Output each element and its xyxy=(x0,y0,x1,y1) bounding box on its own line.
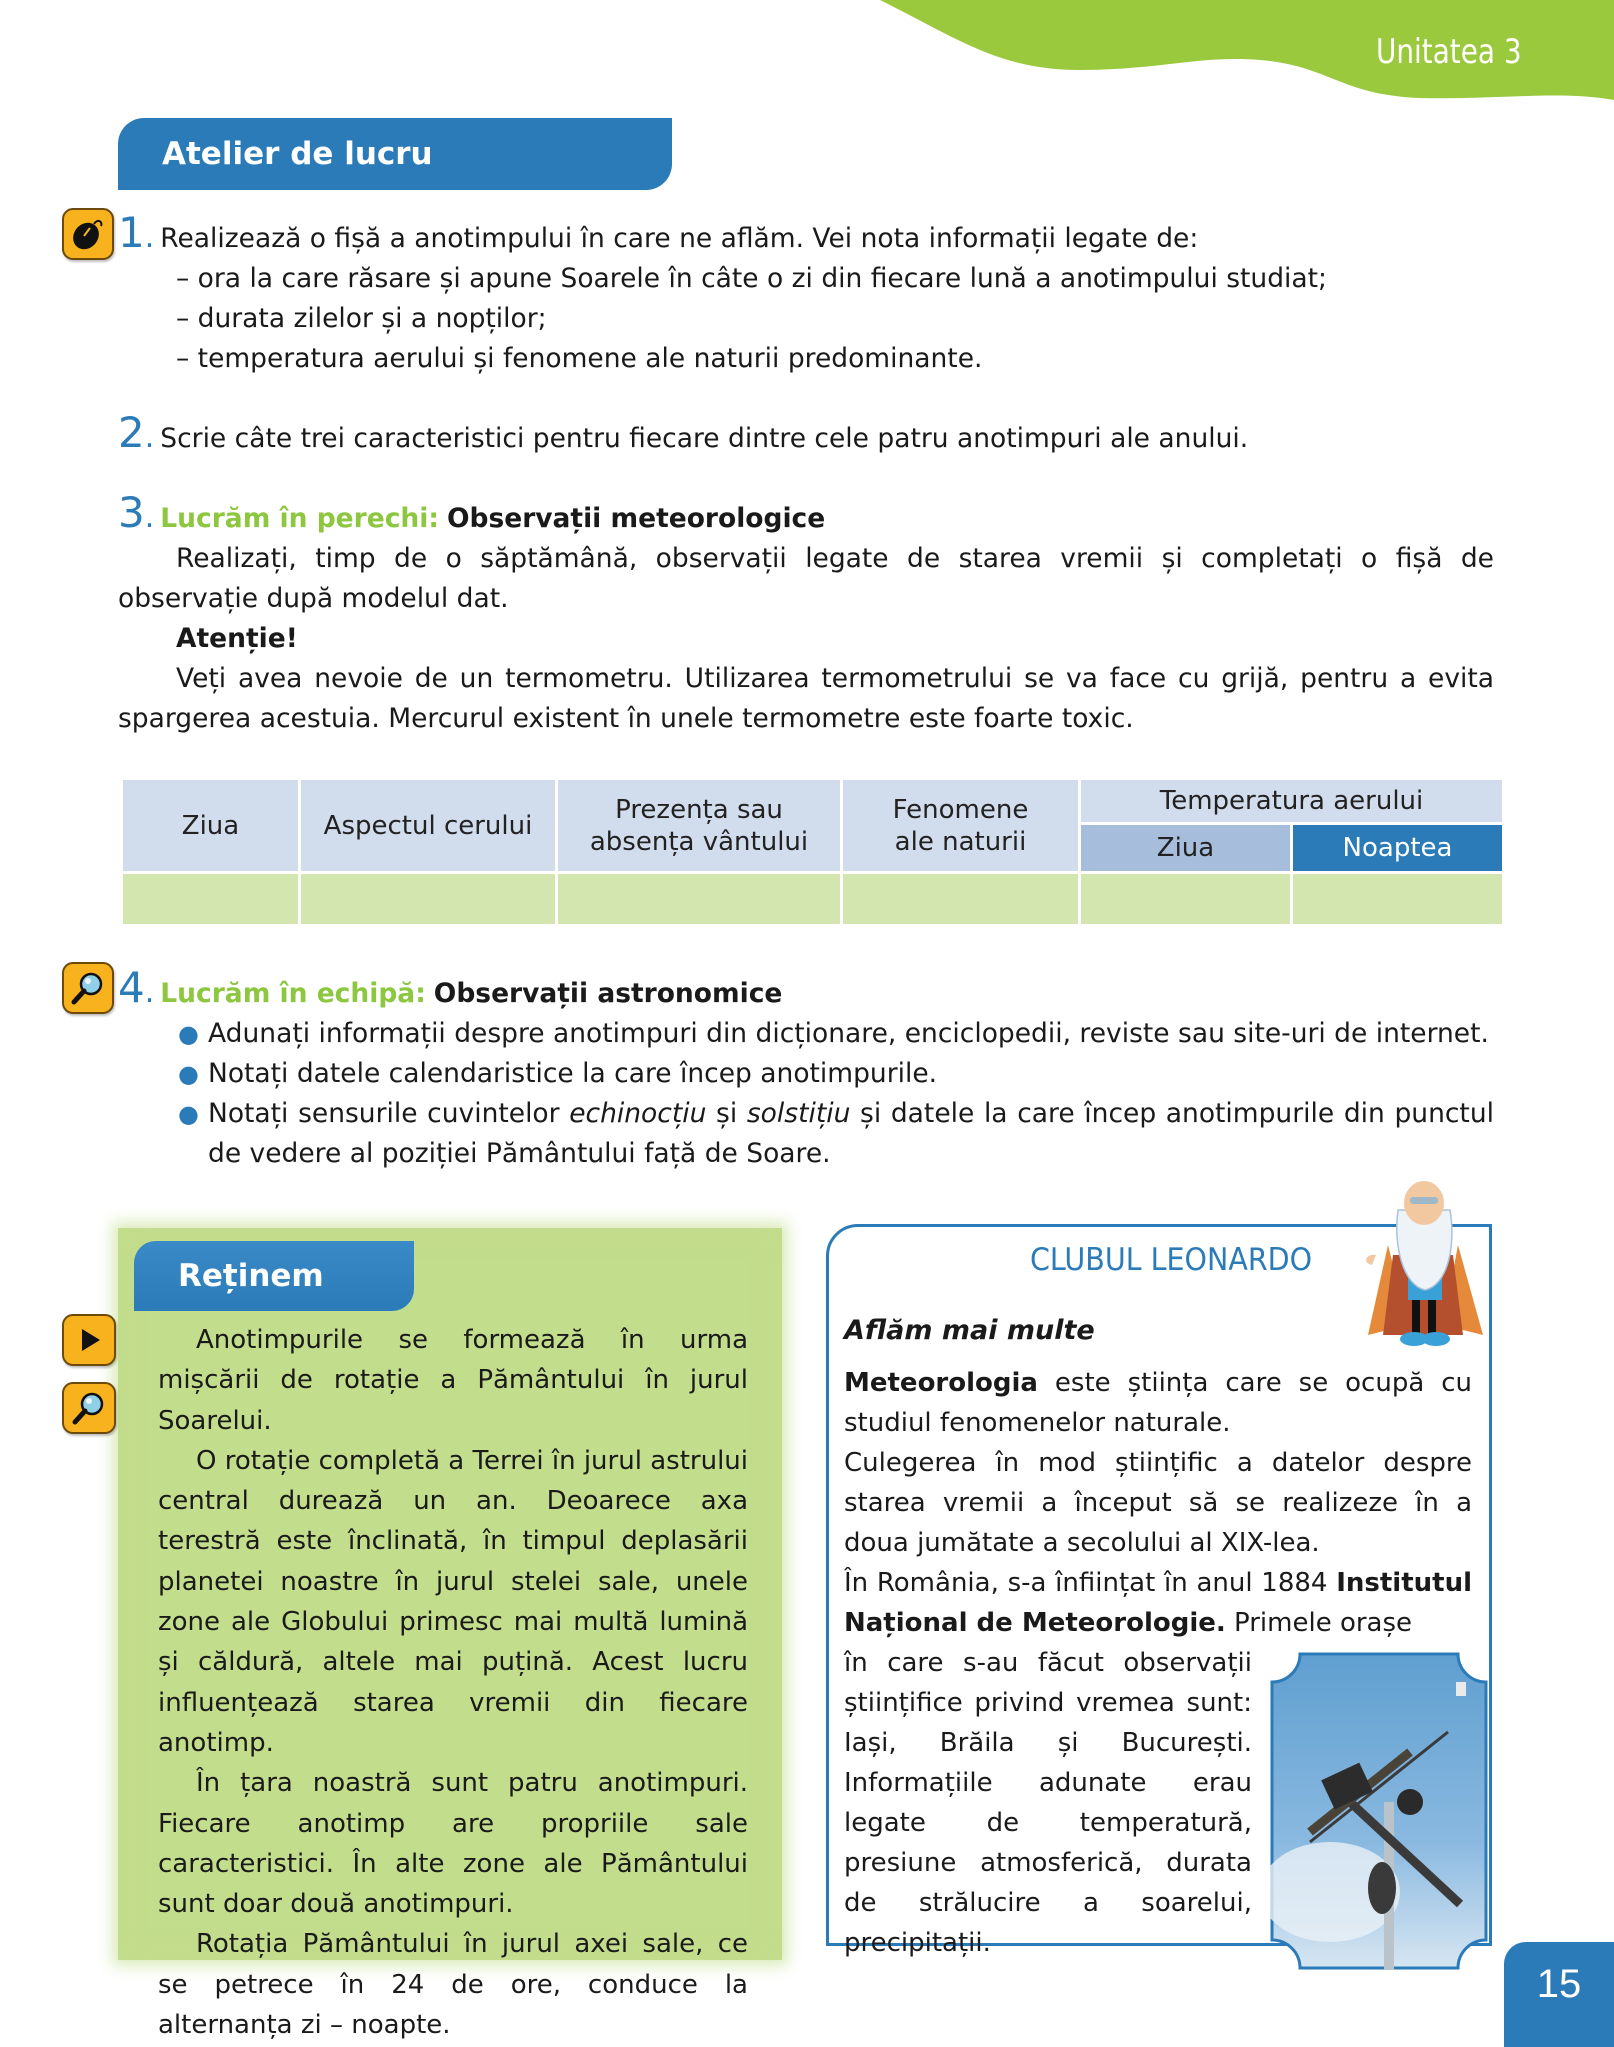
table-cell[interactable] xyxy=(123,874,298,924)
table-header-phenomena: Fenomene ale naturii xyxy=(843,780,1078,871)
task-1-text: Realizează o fișă a anotimpului în care ne aflăm. Vei nota informații legate de: xyxy=(160,223,1199,254)
table-header-wind: Prezența sau absența vântului xyxy=(558,780,840,871)
section-title-atelier xyxy=(118,118,672,190)
bullet-item: ● Notați datele calendaristice la care încep anotimpurile. xyxy=(178,1054,1494,1094)
bullet-dot: ● xyxy=(178,1100,199,1128)
warning-label: Atenție! xyxy=(176,623,298,654)
institute-name: Institutul Național de Meteorologie. xyxy=(844,1568,1472,1638)
bullet-dot: ● xyxy=(178,1060,199,1088)
leonardo-text xyxy=(844,1363,1472,1643)
leonardo-paragraph: Culegerea în mod științific a datelor despre starea vremii a început să se realizeze în a doua jumătate a secolului al XIX-lea. xyxy=(844,1448,1472,1558)
task-3-heading: Observații meteorologice xyxy=(446,503,826,534)
leonardo-subtitle: Aflăm mai multe xyxy=(844,1315,1095,1346)
computer-mouse-icon xyxy=(62,208,114,260)
warning-text: Veți avea nevoie de un termometru. Utilizarea termometrului se va face cu grijă, pentru a evita spargerea acestuia. Mercurul existent în unele termometre este foarte toxic. xyxy=(118,663,1494,734)
task-3-paragraph: Realizați, timp de o săptămână, observații legate de starea vremii și completați o fișă de observație după modelul dat. xyxy=(118,543,1494,614)
bullet-dot: ● xyxy=(178,1020,199,1048)
leonardo-title: CLUBUL LEONARDO xyxy=(1030,1242,1313,1278)
play-icon[interactable] xyxy=(62,1314,116,1366)
page-number: 15 xyxy=(1536,1962,1582,2006)
task-4 xyxy=(118,963,1494,1174)
table-cell[interactable] xyxy=(558,874,840,924)
leonardo-character-illustration xyxy=(1348,1175,1498,1355)
retinem-paragraph: O rotație completă a Terrei în jurul astrului central durează un an. Deoarece axa terestră este înclinată, în timpul deplasării planetei noastre în jurul stelei sale, unele zone ale Globului primesc mai multă lumină și căldură, altele mai puțină. Acest lucru influențează starea vremii din fiecare anotimp. xyxy=(158,1445,748,1758)
section-title-text: Atelier de lucru xyxy=(162,136,433,172)
table-cell[interactable] xyxy=(1293,874,1502,924)
task-number: 3. xyxy=(118,488,155,537)
task-number: 4. xyxy=(118,963,155,1012)
task-4-heading: Observații astronomice xyxy=(433,978,783,1009)
observation-table xyxy=(120,777,1505,927)
task-1-item: – temperatura aerului și fenomene ale naturii predominante. xyxy=(176,343,983,374)
task-number: 2. xyxy=(118,408,155,457)
table-subheader-night: Noaptea xyxy=(1293,825,1502,871)
task-3-lead: Lucrăm în perechi: xyxy=(160,503,439,534)
table-row xyxy=(123,874,1502,924)
task-2-text: Scrie câte trei caracteristici pentru fiecare dintre cele patru anotimpuri ale anului. xyxy=(160,423,1249,454)
header-wave xyxy=(0,0,1614,110)
leonardo-paragraph: Meteorologia este știința care se ocupă cu studiul fenomenelor naturale. xyxy=(844,1368,1472,1438)
section-title-text: Reținem xyxy=(178,1258,324,1294)
task-3 xyxy=(118,488,1494,739)
table-cell[interactable] xyxy=(1081,874,1290,924)
term-echinoctiu: echinocțiu xyxy=(569,1098,707,1129)
table-cell[interactable] xyxy=(301,874,555,924)
leonardo-paragraph: în care s-au făcut observații științifice privind vremea sunt: Iași, Brăila și București. Informațiile adunate erau legate de temperatură, presiune atmosferică, durata de strălucire a soarelui, precipitații. xyxy=(844,1648,1252,1958)
weather-station-photo xyxy=(1270,1652,1488,1970)
term-solstitiu: solstițiu xyxy=(746,1098,851,1129)
task-4-lead: Lucrăm în echipă: xyxy=(160,978,426,1009)
task-2 xyxy=(118,408,1498,459)
magnifier-icon[interactable] xyxy=(62,1382,116,1434)
table-header-day: Ziua xyxy=(123,780,298,871)
unit-label: Unitatea 3 xyxy=(1376,32,1522,72)
bullet-item: ● Notați sensurile cuvintelor echinocțiu și solstițiu și datele la care încep anotimpurile din punctul de vedere al poziției Pământului față de Soare. xyxy=(178,1094,1494,1174)
page-number-badge xyxy=(1504,1942,1614,2047)
retinem-paragraph: Rotația Pământului în jurul axei sale, ce se petrece în 24 de ore, conduce la alternanța zi – noapte. xyxy=(158,1929,748,2041)
task-1-item: – ora la care răsare și apune Soarele în câte o zi din fiecare lună a anotimpului studiat; xyxy=(176,263,1327,294)
table-subheader-day: Ziua xyxy=(1081,825,1290,871)
table-header-temperature: Temperatura aerului xyxy=(1081,780,1502,822)
retinem-text xyxy=(158,1320,748,2045)
task-1-item: – durata zilelor și a nopților; xyxy=(176,303,547,334)
bullet-item: ● Adunați informații despre anotimpuri din dicționare, enciclopedii, reviste sau site-uri de internet. xyxy=(178,1014,1494,1054)
task-1 xyxy=(118,208,1498,379)
term-meteorologia: Meteorologia xyxy=(844,1368,1038,1398)
retinem-paragraph: În țara noastră sunt patru anotimpuri. Fiecare anotimp are propriile sale caracteristici. În alte zone ale Pământului sunt doar două anotimpuri. xyxy=(158,1768,748,1920)
table-cell[interactable] xyxy=(843,874,1078,924)
retinem-paragraph: Anotimpurile se formează în urma mișcării de rotație a Pământului în jurul Soarelui. xyxy=(158,1325,748,1436)
leonardo-paragraph: În România, s-a înființat în anul 1884 Institutul Național de Meteorologie. Primele orașe xyxy=(844,1568,1472,1638)
section-title-retinem xyxy=(134,1241,414,1311)
magnifier-icon xyxy=(62,962,114,1014)
task-number: 1. xyxy=(118,208,155,257)
table-header-sky: Aspectul cerului xyxy=(301,780,555,871)
